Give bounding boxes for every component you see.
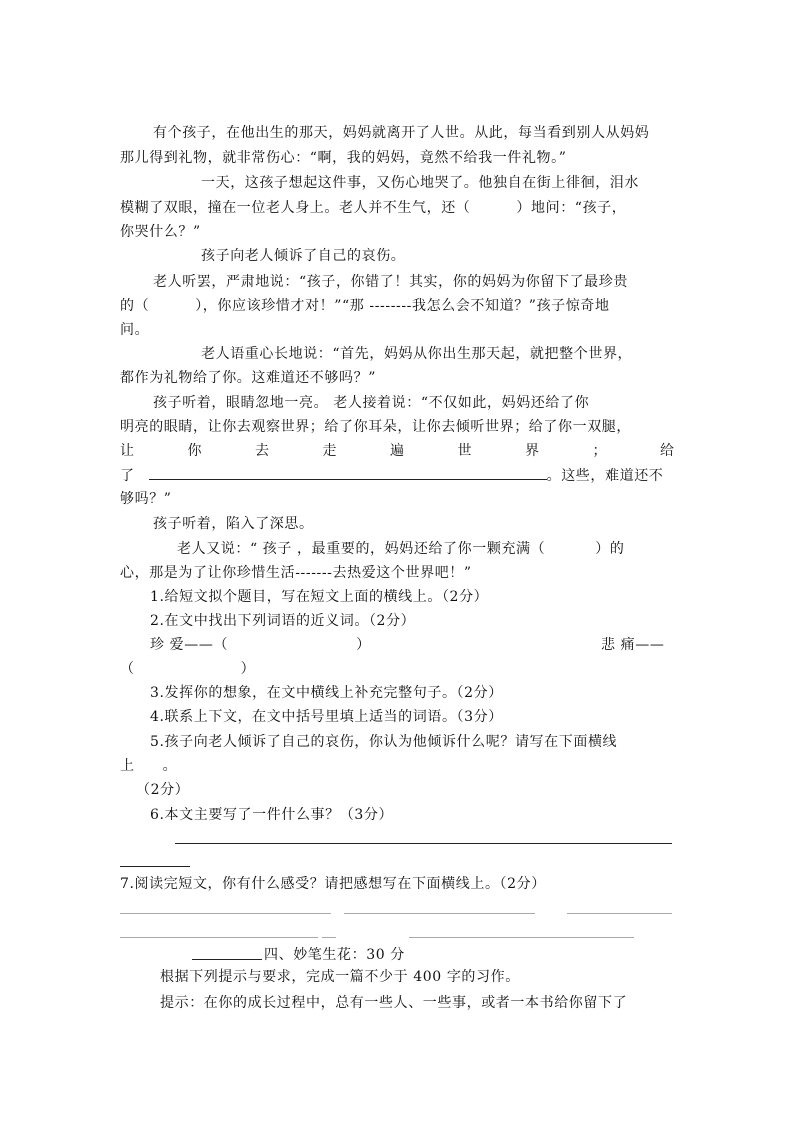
question-7: 7.阅读完短文，你有什么感受？请把感想写在下面横线上。（2分） <box>120 876 546 892</box>
synonym-prompt-1 <box>150 635 371 655</box>
story-line: 孩子听着，眼睛忽地一亮。 老人接着说：“不仅如此，妈妈还给了你 <box>153 395 590 411</box>
text-segment: ）地问：“孩子， <box>516 200 627 216</box>
text-segment: ）的 <box>595 541 625 557</box>
story-line <box>177 539 624 559</box>
char: 去 <box>255 443 269 459</box>
text-segment: 。 <box>162 758 178 774</box>
section-requirement: 根据下列提示与要求，完成一篇不少于 400 字的习作。 <box>160 969 520 985</box>
char: 世 <box>457 443 472 459</box>
story-line: 够吗？” <box>120 491 172 507</box>
text-segment: 上 <box>120 758 135 774</box>
answer-line[interactable] <box>120 866 190 867</box>
story-line: 有个孩子，在他出生的那天，妈妈就离开了人世。从此，每当看到别人从妈妈 <box>153 125 650 141</box>
story-line: 孩子向老人倾诉了自己的哀伤。 <box>201 248 406 264</box>
section-hint: 提示：在你的成长过程中，总有一些人、一些事，或者一本书给你留下了 <box>160 995 628 1011</box>
text-segment: ），你应该珍惜才对！”“那 --------我怎么会不知道？”孩子惊奇地 <box>195 298 610 314</box>
story-line: 明亮的眼睛，让你去观察世界；给了你耳朵，让你去倾听世界；给了你一双腿， <box>120 419 631 435</box>
question-1: 1.给短文拟个题目，写在短文上面的横线上。（2分） <box>150 589 489 605</box>
story-line: 那儿得到礼物，就非常伤心：“啊，我的妈妈，竟然不给我一件礼物。” <box>120 150 567 166</box>
answer-line[interactable] <box>175 843 672 844</box>
question-5-points: （2分） <box>136 782 190 798</box>
synonym-prompt-2-blank <box>120 659 255 679</box>
story-line: 心，那是为了让你珍惜生活-------去热爱这个世界吧！” <box>120 565 472 581</box>
story-line: 问。 <box>120 322 150 338</box>
question-3: 3.发挥你的想象，在文中横线上补充完整句子。（2分） <box>150 685 503 701</box>
story-line: 孩子听着，陷入了深思。 <box>153 516 314 532</box>
answer-line[interactable] <box>192 959 262 960</box>
question-2: 2.在文中找出下列词语的近义词。（2分） <box>150 613 416 629</box>
text-segment: 。这些，难道还不 <box>546 468 664 484</box>
text-segment: （ <box>120 661 135 677</box>
text-segment: 老人又说：“ 孩子 ，最重要的，妈妈还给了你一颗充满（ <box>177 541 546 557</box>
text-segment: 珍 爱——（ <box>150 637 229 653</box>
char: 让 <box>120 443 134 459</box>
char: 遍 <box>390 443 404 459</box>
question-6: 6.本文主要写了一件什么事？（3分） <box>150 807 394 823</box>
answer-line[interactable] <box>409 937 634 938</box>
text-segment: ） <box>356 637 371 653</box>
story-line: 都作为礼物给了你。这难道还不够吗？” <box>120 370 376 386</box>
char: ； <box>592 443 607 459</box>
question-4: 4.联系上下文，在文中括号里填上适当的词语。（3分） <box>150 709 503 725</box>
section-title: 四、妙笔生花：30 分 <box>264 947 405 963</box>
char: 界 <box>525 443 539 459</box>
char: 你 <box>187 443 202 459</box>
question-5: 5.孩子向老人倾诉了自己的哀伤，你认为他倾诉什么呢？请写在下面横线 <box>150 734 618 750</box>
char: 走 <box>322 443 337 459</box>
story-line <box>120 198 626 218</box>
text-segment: ） <box>240 661 256 677</box>
story-line: 你哭什么？” <box>120 224 201 240</box>
answer-line[interactable] <box>149 465 547 480</box>
text-segment: 模糊了双眼，撞在一位老人身上。老人并不生气，还（ <box>120 200 471 216</box>
story-line-justified <box>120 441 674 461</box>
story-line: 一天，这孩子想起这件事，又伤心地哭了。他独自在街上徘徊，泪水 <box>201 175 639 191</box>
text-segment: 的（ <box>120 298 150 314</box>
answer-line[interactable] <box>344 913 535 914</box>
story-line <box>120 465 663 486</box>
answer-line[interactable] <box>322 937 336 938</box>
answer-line[interactable] <box>120 937 318 938</box>
story-line: 老人听罢，严肃地说：“孩子，你错了！其实，你的妈妈为你留下了最珍贵 <box>153 274 628 290</box>
question-5-line <box>120 756 177 776</box>
text-segment: 了 <box>120 468 135 484</box>
answer-line[interactable] <box>567 913 672 914</box>
answer-line[interactable] <box>120 913 331 914</box>
synonym-prompt-2: 悲 痛—— <box>601 637 665 653</box>
story-line: 老人语重心长地说：“首先，妈妈从你出生那天起，就把整个世界， <box>201 346 633 362</box>
story-line <box>120 296 610 316</box>
char: 给 <box>660 443 674 459</box>
